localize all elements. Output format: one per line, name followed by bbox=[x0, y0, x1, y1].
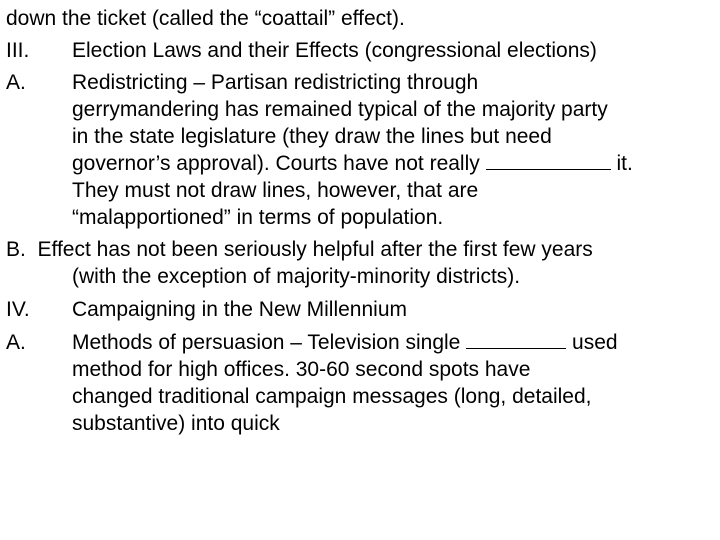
item-b-line-2 bbox=[72, 263, 520, 290]
item-marker: A. bbox=[6, 331, 26, 354]
item-a-line-4 bbox=[72, 150, 633, 177]
item-text: method for high offices. 30-60 second spots have bbox=[72, 358, 531, 381]
item-text: They must not draw lines, however, that are bbox=[72, 179, 479, 202]
item-text: “malapportioned” in terms of population. bbox=[72, 206, 444, 229]
item-a2-line-2 bbox=[72, 356, 530, 383]
item-text-after-blank: it. bbox=[610, 152, 633, 175]
item-marker: B. bbox=[6, 238, 26, 261]
item-text: changed traditional campaign messages (long, detailed, bbox=[72, 385, 592, 408]
item-b-line-1 bbox=[6, 236, 593, 263]
item-marker: A. bbox=[6, 71, 26, 94]
item-a2-line-4 bbox=[72, 410, 280, 437]
text-line-1 bbox=[6, 5, 405, 32]
line-text: down the ticket (called the “coattail” effect). bbox=[6, 7, 405, 30]
section-marker: III. bbox=[6, 39, 30, 62]
item-text: Effect has not been seriously helpful after the first few years bbox=[37, 238, 593, 261]
section-title: Election Laws and their Effects (congressional elections) bbox=[72, 39, 597, 62]
item-text: substantive) into quick bbox=[72, 412, 280, 435]
item-a-line-6 bbox=[72, 204, 443, 231]
item-text: (with the exception of majority-minority districts). bbox=[72, 265, 521, 288]
item-text: Redistricting – Partisan redistricting through bbox=[72, 71, 479, 94]
fill-in-blank bbox=[466, 330, 566, 349]
item-text: gerrymandering has remained typical of the majority party bbox=[72, 98, 608, 121]
item-a-line-2 bbox=[72, 96, 608, 123]
item-a-line-3 bbox=[72, 123, 552, 150]
item-text: in the state legislature (they draw the lines but need bbox=[72, 125, 552, 148]
item-text-before-blank: governor’s approval). Courts have not really bbox=[72, 152, 486, 175]
item-text-before-blank: Methods of persuasion – Television single bbox=[72, 331, 467, 354]
item-a2-line-3 bbox=[72, 383, 592, 410]
item-a-line-5 bbox=[72, 177, 478, 204]
item-text-after-blank: used bbox=[566, 331, 618, 354]
section-marker: IV. bbox=[6, 298, 30, 321]
section-title: Campaigning in the New Millennium bbox=[72, 298, 407, 321]
item-text bbox=[72, 329, 618, 356]
fill-in-blank bbox=[486, 151, 611, 170]
